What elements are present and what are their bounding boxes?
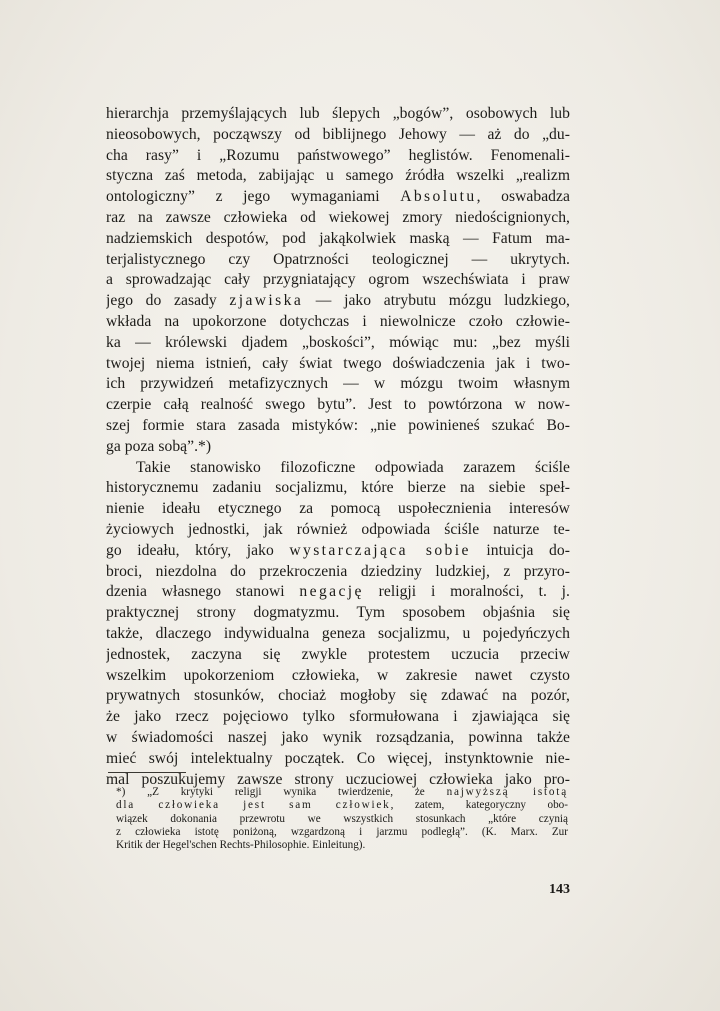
body-text-line (106, 582, 570, 603)
text-run: go ideału, który, jako (106, 541, 290, 559)
text-run: historycznemu zadaniu socjalizmu, które bierze na siebie speł- (106, 479, 570, 497)
main-text-block (106, 104, 570, 790)
body-text-line (106, 686, 570, 707)
text-run: z człowieka istotę poniżoną, wzgardzoną i jarzmu podległą”. (K. Marx. Zur (116, 825, 568, 838)
text-run: ich przywidzeń metafizycznych — w mózgu twoim własnym (106, 375, 570, 393)
text-run: w świadomości naszej jako wynik rozsądzania, powinna także (106, 728, 570, 746)
text-run: broci, niezdolna do przekroczenia dziedziny ludzkiej, z przyro- (106, 562, 570, 580)
text-run: ontologiczny” z jego wymaganiami (106, 188, 401, 206)
text-run: praktycznej strony dogmatyzmu. Tym sposobem objaśnia się (106, 604, 570, 622)
text-run: *) „Z krytyki religji wynika twierdzenie, że (116, 786, 447, 798)
body-text-line (106, 208, 570, 229)
text-run: , oswabadza (476, 188, 570, 206)
body-text-line (106, 603, 570, 624)
text-run: szej formie stara zasada mistyków: „nie powinieneś szukać Bo- (106, 416, 570, 434)
text-run: — jako atrybutu mózgu ludzkiego, (303, 292, 570, 310)
text-run: ka — królewski djadem „boskości”, mówiąc mu: „bez myśli (106, 333, 570, 351)
text-run: jednostek, zaczyna się zwykle protestem uczucia przeciw (106, 645, 570, 663)
body-text-line (106, 728, 570, 749)
text-run: wkłada na upokorzone dotychczas i niewolnicze czoło człowie- (106, 312, 570, 330)
emphasized-spaced-text: zjawiska (229, 292, 304, 310)
body-text-line (106, 562, 570, 583)
body-text-line (106, 104, 570, 125)
body-text-line (106, 229, 570, 250)
text-run: wszelkim upokorzeniom człowieka, w zakresie nawet czysto (106, 666, 570, 684)
text-run: czerpie całą realność swego bytu”. Jest to powtórzona w now- (106, 396, 570, 414)
body-text-line (106, 166, 570, 187)
body-text-line (106, 666, 570, 687)
text-run: nadziemskich despotów, pod jakąkolwiek maską — Fatum ma- (106, 229, 570, 247)
text-run: mieć swój intelektualny początek. Co więcej, instynktownie nie- (106, 749, 570, 767)
body-text-line (106, 312, 570, 333)
text-run: że jako rzecz pojęciowo tylko sformułowana i zjawiająca się (106, 708, 570, 726)
body-text-line (106, 125, 570, 146)
text-run: ga poza sobą”.*) (106, 437, 212, 455)
text-run: cha rasy” i „Rozumu państwowego” heglistów. Fenomenali- (106, 146, 570, 164)
text-run: , zatem, kategoryczny obo- (390, 799, 568, 812)
text-run: styczna zaś metoda, zabijając u samego źródła wszelki „realizm (106, 167, 570, 185)
body-text-line (106, 416, 570, 437)
emphasized-spaced-text: negację (299, 583, 364, 601)
body-text-line (106, 707, 570, 728)
text-run: a sprowadzając cały przygniatający ogrom wszechświata i praw (106, 271, 570, 289)
body-text-line (106, 395, 570, 416)
page-number: 143 (549, 882, 570, 897)
body-text-line (106, 520, 570, 541)
body-text-line (106, 354, 570, 375)
body-text-line (106, 250, 570, 271)
body-text-line (106, 458, 570, 479)
footnote-line (116, 799, 568, 812)
emphasized-spaced-text: najwyższą istotą (446, 786, 568, 798)
body-text-line (106, 270, 570, 291)
body-text-line (106, 187, 570, 208)
text-run: życiowych jednostki, jak również odpowiada ściśle naturze te- (106, 520, 570, 538)
body-text-line (106, 333, 570, 354)
text-run: twojej niema istnień, cały świat twego doświadczenia jak i two- (106, 354, 570, 372)
text-run: Kritik der Hegel'schen Rechts-Philosophie. Einleitung). (116, 839, 366, 852)
text-run: nieosobowych, począwszy od biblijnego Jehowy — aż do „du- (106, 125, 570, 143)
text-run: intuicja do- (470, 541, 570, 559)
emphasized-spaced-text: wystarczająca sobie (289, 541, 471, 559)
footnote-separator (108, 772, 186, 773)
body-text-line (106, 437, 570, 458)
body-text-line (106, 499, 570, 520)
footnote-line (116, 826, 568, 839)
text-run: religji i moralności, t. j. (363, 583, 570, 601)
emphasized-spaced-text: dla człowieka jest sam człowiek (116, 799, 391, 812)
body-text-line (106, 146, 570, 167)
text-run: wiązek dokonania przewrotu we wszystkich stosunkach „które czynią (116, 812, 568, 825)
text-run: nienie ideału etycznego za pomocą uspołecznienia interesów (106, 500, 570, 518)
text-run: terjalistycznego czy Opatrzności teologicznej — ukrytych. (106, 250, 570, 268)
footnote-line (116, 813, 568, 826)
footnote-line (116, 786, 568, 799)
body-text-line (106, 478, 570, 499)
body-text-line (106, 624, 570, 645)
footnote-line (116, 839, 568, 852)
body-text-line (106, 541, 570, 562)
text-run: dzenia własnego stanowi (106, 583, 300, 601)
body-text-line (106, 749, 570, 770)
body-text-line (106, 374, 570, 395)
text-run: raz na zawsze człowieka od wiekowej zmory niedoścignionych, (106, 208, 570, 226)
text-run: Takie stanowisko filozoficzne odpowiada zarazem ściśle (136, 458, 570, 476)
text-run: także, dlaczego indywidualna geneza socjalizmu, u pojedyńczych (106, 624, 570, 642)
emphasized-spaced-text: Absolutu (400, 188, 477, 206)
text-run: hierarchja przemyślających lub ślepych „bogów”, osobowych lub (106, 105, 570, 122)
body-text-line (106, 645, 570, 666)
text-run: mal poszukujemy zawsze strony uczuciowej człowieka jako pro- (106, 770, 570, 788)
body-text-line (106, 291, 570, 312)
footnote-block (116, 786, 568, 852)
text-run: prywatnych stosunków, chociaż mogłoby się zdawać na pozór, (106, 687, 570, 705)
text-run: jego do zasady (106, 292, 230, 310)
